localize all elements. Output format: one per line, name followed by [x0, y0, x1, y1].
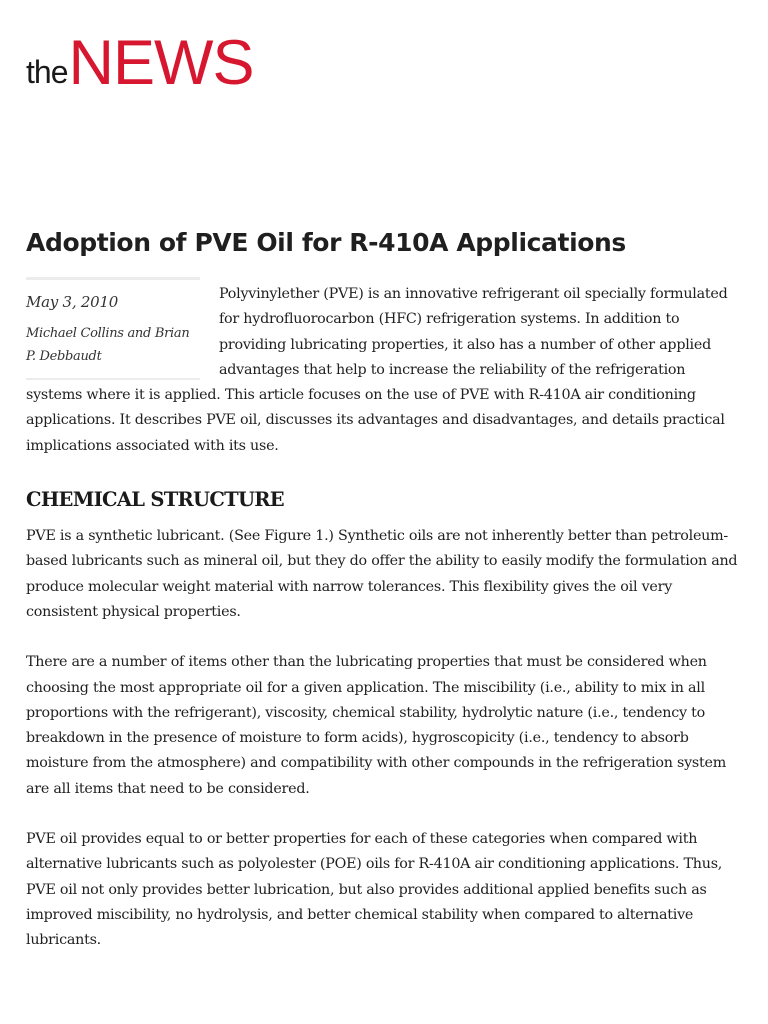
section-paragraph: There are a number of items other than the lubricating properties that must be considered when choosing the most appropriate oil for a given application. The miscibility (i.e., ability to mix in all proportions with the refrigerant), viscosity, chemical stability, hydrolytic nature (i.e., tendency to breakdown in the presence of moisture to form acids), hygroscopicity (i.e., tendency to absorb moisture from the atmosphere) and compatibility with other compounds in the refrigeration system are all items that need to be considered.	[26, 654, 727, 797]
section-heading: CHEMICAL STRUCTURE	[26, 488, 284, 512]
article-intro: Polyvinylether (PVE) is an innovative refrigerant oil specially formulated for hydrofluorocarbon (HFC) refrigeration systems. In addition to providing lubricating properties, it also has a number of other applied advantages that help to increase the reliability of the refrigeration systems where it is applied. This article focuses on the use of PVE with R-410A air conditioning applications. It describes PVE oil, discusses its advantages and disadvantages, and details practical implications associated with its use.	[26, 286, 728, 454]
article-title: Adoption of PVE Oil for R-410A Applications	[26, 228, 626, 257]
logo-the-text: the	[26, 54, 68, 90]
site-logo[interactable]	[26, 28, 254, 98]
article-authors: Michael Collins and Brian P. Debbaudt	[26, 326, 190, 364]
section-paragraph: PVE oil provides equal to or better properties for each of these categories when compared with alternative lubricants such as polyolester (POE) oils for R-410A air conditioning applications. Thus, PVE oil not only provides better lubrication, but also provides additional applied benefits such as improved miscibility, no hydrolysis, and better chemical stability when compared to alternative lubricants.	[26, 831, 723, 949]
logo-news-text: NEWS	[68, 28, 254, 98]
article-date: May 3, 2010	[26, 293, 119, 311]
section-paragraph: PVE is a synthetic lubricant. (See Figure 1.) Synthetic oils are not inherently better than petroleum-based lubricants such as mineral oil, but they do offer the ability to easily modify the formulation and produce molecular weight material with narrow tolerances. This flexibility gives the oil very consistent physical properties.	[26, 528, 738, 620]
article-body	[26, 277, 742, 979]
article-meta	[26, 277, 200, 380]
